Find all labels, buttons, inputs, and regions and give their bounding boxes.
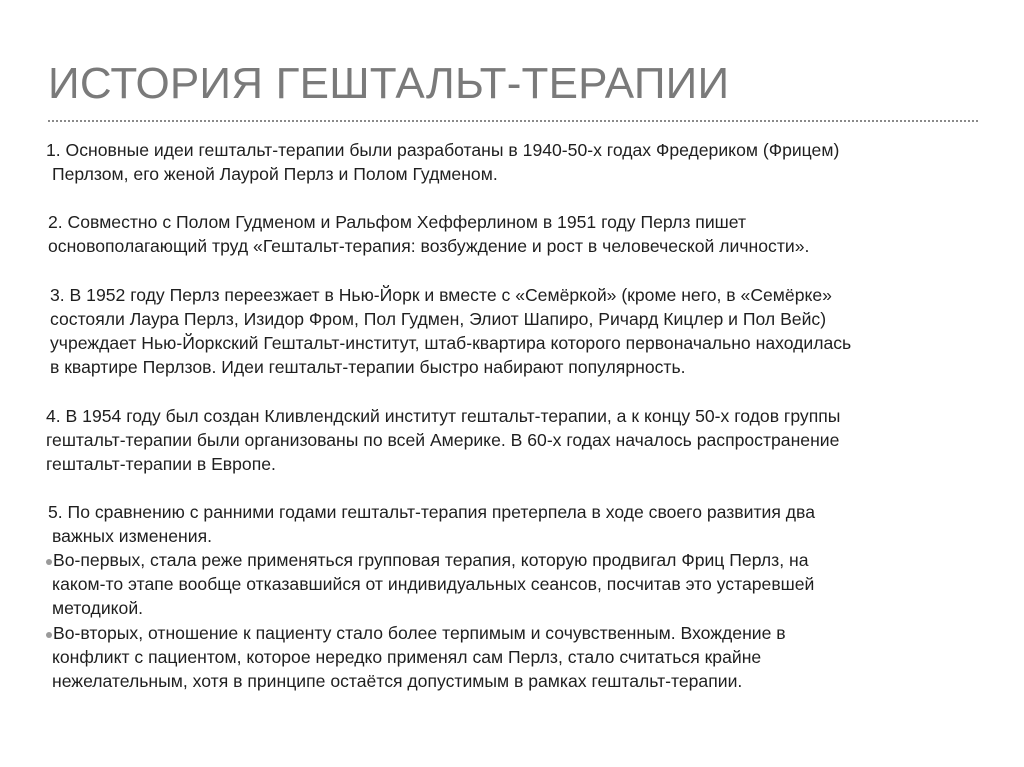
paragraph-line: 2. Совместно с Полом Гудменом и Ральфом Хефферлином в 1951 году Перлз пишет xyxy=(48,212,747,232)
paragraph-line: гештальт-терапии в Европе. xyxy=(46,454,276,474)
bullet-line: методикой. xyxy=(52,598,144,618)
paragraph-line: в квартире Перлзов. Идеи гештальт-терапии быстро набирают популярность. xyxy=(50,357,686,377)
bullet-line: Во-вторых, отношение к пациенту стало более терпимым и сочувственным. Вхождение в xyxy=(53,623,786,643)
bullet-line: Во-первых, стала реже применяться групповая терапия, которую продвигал Фриц Перлз, на xyxy=(53,550,809,570)
paragraph-line: важных изменения. xyxy=(52,526,212,546)
paragraph-line: гештальт-терапии были организованы по всей Америке. В 60-х годах началось распространение xyxy=(46,430,840,450)
paragraph-line: основополагающий труд «Гештальт-терапия: возбуждение и рост в человеческой личности». xyxy=(48,236,810,256)
bullet-dot-icon xyxy=(46,559,52,565)
paragraph-line: 3. В 1952 году Перлз переезжает в Нью-Йорк и вместе с «Семёркой» (кроме него, в «Семёрке» xyxy=(50,285,832,305)
bullet-line: нежелательным, хотя в принципе остаётся допустимым в рамках гештальт-терапии. xyxy=(52,671,743,691)
paragraph-line: Перлзом, его женой Лаурой Перлз и Полом Гудменом. xyxy=(52,164,498,184)
bullet-line: конфликт с пациентом, которое нередко применял сам Перлз, стало считаться крайне xyxy=(52,647,762,667)
paragraph-line: 5. По сравнению с ранними годами гештальт-терапия претерпела в ходе своего развития два xyxy=(48,502,815,522)
bullet-line: каком-то этапе вообще отказавшийся от индивидуальных сеансов, посчитав это устаревшей xyxy=(52,574,815,594)
paragraph-line: состояли Лаура Перлз, Изидор Фром, Пол Гудмен, Элиот Шапиро, Ричард Кицлер и Пол Вейс) xyxy=(50,309,827,329)
paragraph-line: учреждает Нью-Йоркский Гештальт-институт, штаб-квартира которого первоначально находилась xyxy=(50,333,852,353)
bullet-dot-icon xyxy=(46,632,52,638)
paragraph-line: 4. В 1954 году был создан Кливлендский институт гештальт-терапии, а к концу 50-х годов группы xyxy=(46,406,841,426)
slide-title: ИСТОРИЯ ГЕШТАЛЬТ-ТЕРАПИИ xyxy=(48,59,730,108)
paragraph-line: 1. Основные идеи гештальт-терапии были разработаны в 1940-50-х годах Фредериком (Фрицем) xyxy=(46,140,840,160)
